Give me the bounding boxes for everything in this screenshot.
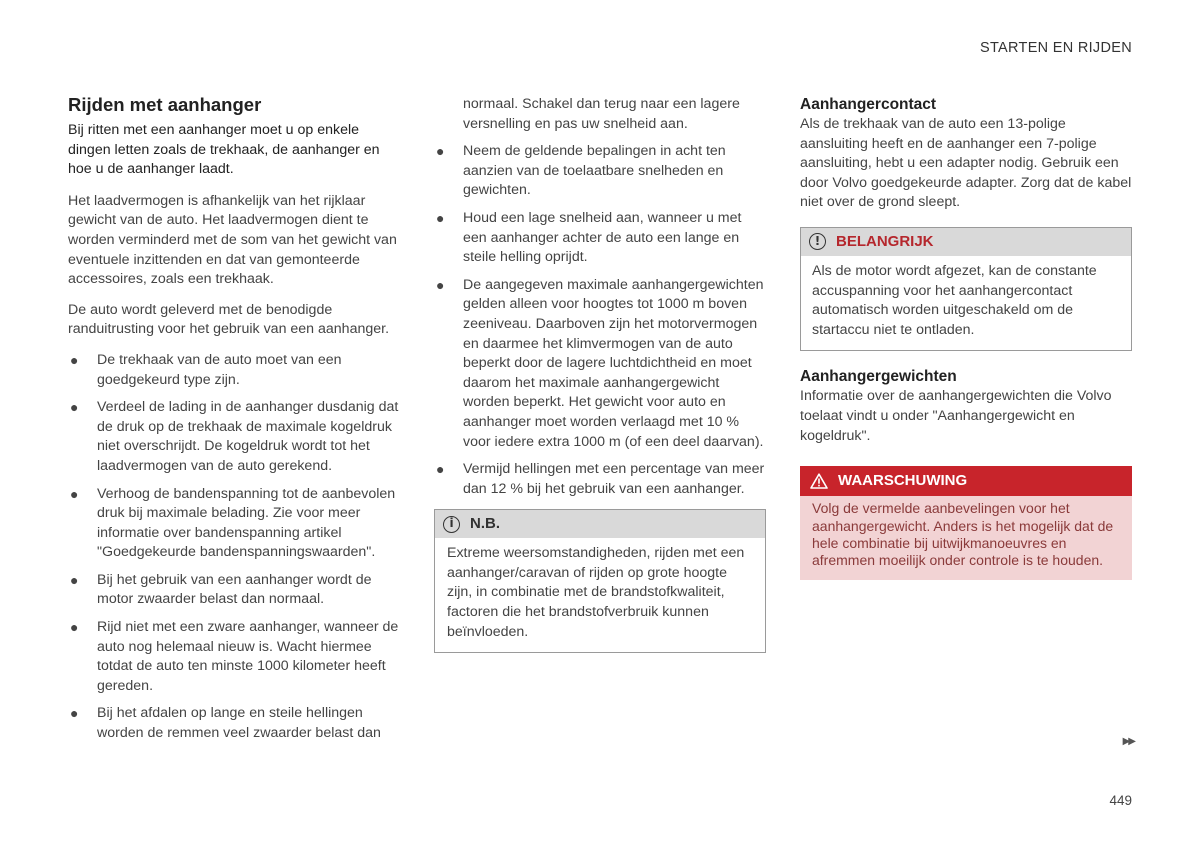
heading-trailer-socket: Aanhangercontact: [800, 96, 937, 113]
important-box: [800, 227, 1132, 351]
list-item: ● Bij het gebruik van een aanhanger wordt de motor zwaarder belast dan normaal.: [70, 571, 372, 608]
warning-box: [800, 466, 1132, 580]
section-title: STARTEN EN RIJDEN: [980, 40, 1132, 56]
trailer-socket-text: Als de trekhaak van de auto een 13-polige aansluiting heeft en de aanhanger een 7-polige aansluiting, hebt u een adapter nodig. Gebruik een door Volvo goedgekeurde adapter. Zorg dat de kabel niet over de grond sleept.: [800, 116, 1132, 211]
warning-header: [800, 466, 1132, 496]
column-2: [434, 95, 766, 653]
bullet-icon: ●: [70, 351, 79, 368]
page-title: Rijden met aanhanger: [68, 94, 262, 115]
list-item: ● De aangegeven maximale aanhangergewichten gelden alleen voor hoogtes tot 1000 m boven zeeniveau. Daarboven zijn het motorvermogen en daarmee het klimvermogen van de auto beperkt door de lagere luchtdichtheid en moet daarom het maximale aanhangergewicht worden beperkt. Het gewicht voor auto en aanhanger moet worden verlaagd met 10 % voor iedere extra 1000 m (of een deel daarvan).: [436, 276, 764, 450]
bullet-list-1: [68, 351, 403, 744]
warning-triangle-icon: [810, 473, 828, 489]
paragraph-equipment: De auto wordt geleverd met de benodigde randuitrusting voor het gebruik van een aanhanger.: [68, 301, 390, 338]
bullet-icon: ●: [70, 571, 79, 588]
paragraph-load-capacity: Het laadvermogen is afhankelijk van het rijklaar gewicht van de auto. Het laadvermogen dient te worden verminderd met de som van het gewicht van eventuele inzittenden en dat van gemonteerde accessoires, zoals een trekhaak.: [68, 192, 397, 288]
info-circle-icon: i: [443, 516, 460, 533]
bullet-icon: ●: [70, 399, 79, 416]
bullet-icon: ●: [436, 143, 445, 160]
list-item: ● Verdeel de lading in de aanhanger dusdanig dat de druk op de trekhaak de maximale kogeldruk niet overschrijdt. De kogeldruk wordt tot het laadvermogen van de auto gerekend.: [70, 399, 399, 474]
list-item: ● Vermijd hellingen met een percentage van meer dan 12 % bij het gebruik van een aanhanger.: [436, 461, 765, 497]
trailer-weights-text: Informatie over de aanhangergewichten die Volvo toelaat vindt u onder "Aanhangergewicht en kogeldruk".: [800, 388, 1112, 444]
important-text: Als de motor wordt afgezet, kan de constante accuspanning voor het aanhangercontact automatisch worden uitgeschakeld om de startaccu niet te ontladen.: [812, 262, 1097, 338]
bullet-list-2: [434, 142, 766, 499]
list-item: ● Verhoog de bandenspanning tot de aanbevolen druk bij maximale belading. Zie voor meer informatie over bandenspanning artikel "Goedgekeurde bandenspanningswaarden".: [70, 485, 396, 561]
important-header: [801, 228, 1131, 256]
page-number: 449: [1109, 793, 1132, 808]
important-label: BELANGRIJK: [836, 233, 934, 251]
bullet-icon: ●: [436, 276, 445, 293]
bullet-icon: ●: [436, 209, 445, 226]
warning-label: WAARSCHUWING: [838, 472, 968, 490]
bullet-icon: ●: [70, 485, 79, 502]
warning-text: Volg de vermelde aanbevelingen voor het aanhangergewicht. Anders is het mogelijk dat de hele combinatie bij uitwijkmanoeuvres en afremmen moeilijk onder controle is te houden.: [812, 500, 1114, 569]
double-chevron-right-icon: ▶▶: [1122, 736, 1134, 747]
note-label: N.B.: [470, 515, 500, 533]
column-1: [68, 93, 403, 752]
list-item: ● Bij het afdalen op lange en steile hellingen worden de remmen veel zwaarder belast dan: [70, 705, 381, 742]
column-3: [800, 95, 1132, 580]
note-text: Extreme weersomstandigheden, rijden met een aanhanger/caravan of rijden op grote hoogte zijn, in combinatie met de brandstofkwaliteit, factoren die het brandstofverbruik kunnen beïnvloeden.: [447, 545, 745, 640]
list-item: ● Houd een lage snelheid aan, wanneer u met een aanhanger achter de auto een lange en steile helling oprijdt.: [436, 209, 742, 266]
intro-text: Bij ritten met een aanhanger moet u op enkele dingen letten zoals de trekhaak, de aanhanger en hoe u de aanhanger laadt.: [68, 122, 380, 178]
bullet-continuation: normaal. Schakel dan terug naar een lagere versnelling en pas uw snelheid aan.: [463, 96, 740, 132]
bullet-icon: ●: [436, 461, 445, 478]
bullet-icon: ●: [70, 705, 79, 722]
note-header: [435, 510, 765, 538]
heading-trailer-weights: Aanhangergewichten: [800, 368, 957, 386]
list-item: ● Rijd niet met een zware aanhanger, wanneer de auto nog helemaal nieuw is. Wacht hiermee totdat de auto ten minste 1000 kilometer heeft gereden.: [70, 619, 399, 694]
note-box: [434, 509, 766, 653]
list-item: ● Neem de geldende bepalingen in acht ten aanzien van de toelaatbare snelheden en gewichten.: [436, 143, 726, 199]
bullet-icon: ●: [70, 619, 79, 636]
exclamation-circle-icon: !: [809, 233, 826, 250]
list-item: ● De trekhaak van de auto moet van een goedgekeurd type zijn.: [70, 351, 342, 388]
